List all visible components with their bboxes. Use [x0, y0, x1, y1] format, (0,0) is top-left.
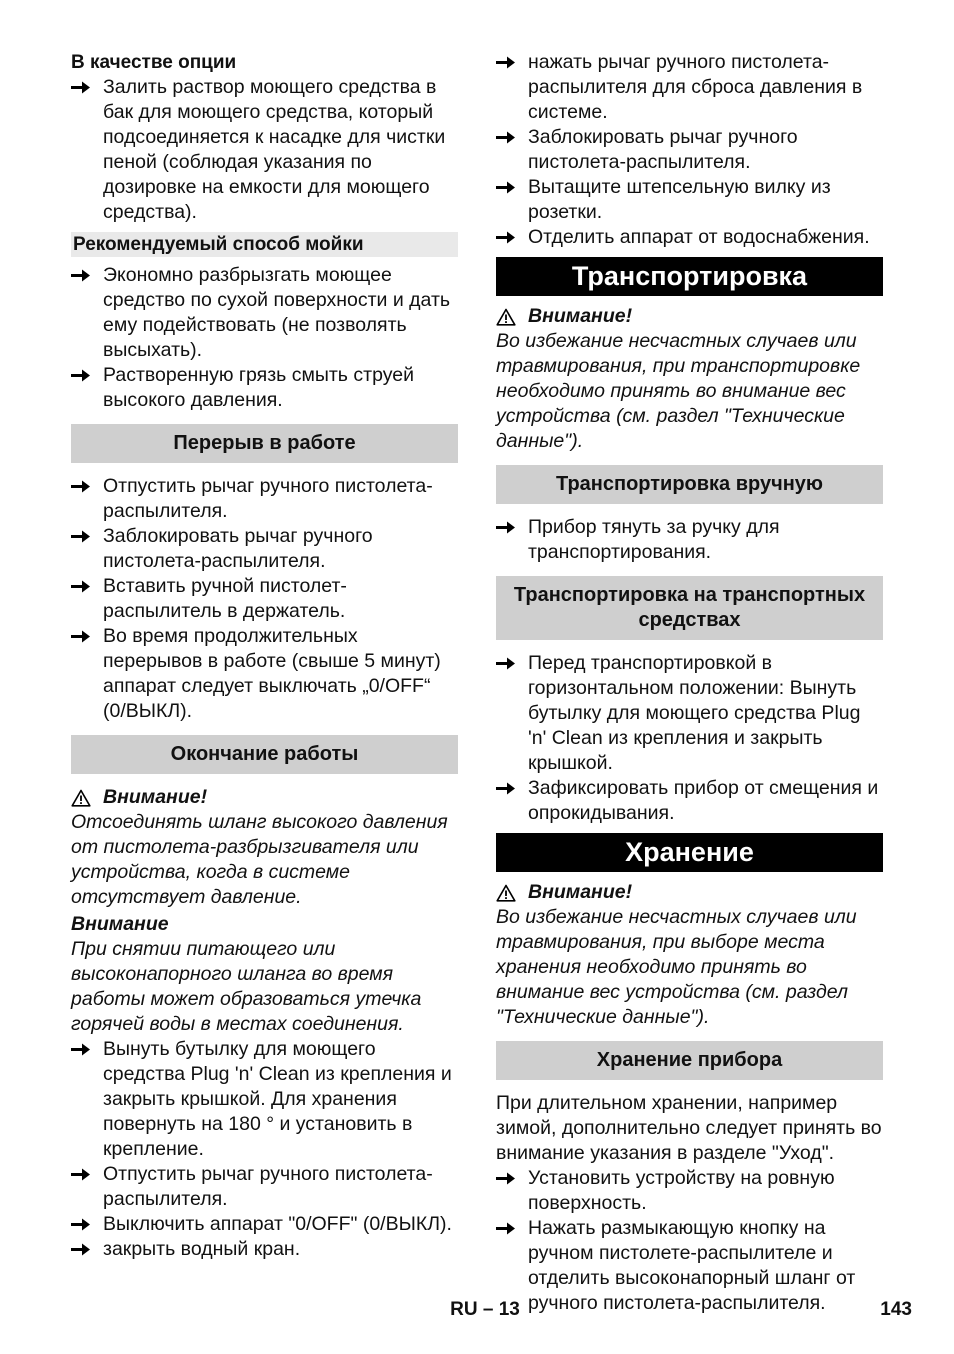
storage-warning-text: Во избежание несчастных случаев или травмирования, при выборе места хранения необходимо принять во внимание вес устройства (см. раздел "Технические данные").: [496, 906, 857, 1028]
arrow-right-icon: [71, 579, 90, 594]
end-warning-label: Внимание!: [71, 785, 458, 810]
arrow-right-icon: [496, 130, 515, 145]
storage-heading: Хранение: [496, 833, 883, 872]
list-item: Залить раствор моющего средства в бак для моющего средства, который подсоединяется к насадке для чистки пеной (соблюдая указания по дозировке на емкости для моющего средства).: [71, 75, 458, 225]
list-item: Зафиксировать прибор от смещения и опрокидывания.: [496, 776, 883, 826]
arrow-right-icon: [496, 1221, 515, 1236]
arrow-right-icon: [496, 656, 515, 671]
left-column: [71, 50, 458, 1262]
arrow-right-icon: [496, 781, 515, 796]
arrow-right-icon: [71, 1042, 90, 1057]
page-number: 143: [880, 1299, 912, 1320]
arrow-right-icon: [496, 1171, 515, 1186]
list-item: Растворенную грязь смыть струей высокого давления.: [71, 363, 458, 413]
arrow-right-icon: [71, 1242, 90, 1257]
end-heading: Окончание работы: [71, 735, 458, 774]
warning-icon: [496, 308, 516, 326]
list-item: Заблокировать рычаг ручного пистолета-распылителя.: [496, 125, 883, 175]
warning-icon: [71, 789, 91, 807]
pause-heading: Перерыв в работе: [71, 424, 458, 463]
end-note-label: Внимание: [71, 913, 169, 935]
list-item: Экономно разбрызгать моющее средство по сухой поверхности и дать ему подействовать (не позволять высыхать).: [71, 263, 458, 363]
warning-icon: [496, 884, 516, 902]
end-warning-text: Отсоединять шланг высокого давления от пистолета-разбрызгивателя или устройства, когда в системе отсутствует давление.: [71, 811, 448, 908]
list-item: Отпустить рычаг ручного пистолета-распылителя.: [71, 1162, 458, 1212]
arrow-right-icon: [71, 368, 90, 383]
arrow-right-icon: [496, 180, 515, 195]
arrow-right-icon: [71, 529, 90, 544]
list-item: Во время продолжительных перерывов в работе (свыше 5 минут) аппарат следует выключать „0/OFF“ (0/ВЫКЛ).: [71, 624, 458, 724]
manual-transport-heading: Транспортировка вручную: [496, 465, 883, 504]
arrow-right-icon: [71, 479, 90, 494]
transport-warning-label: Внимание!: [496, 304, 883, 329]
footer-section-label: RU – 13: [450, 1299, 520, 1320]
device-storage-text: При длительном хранении, например зимой, дополнительно следует принять во внимание указания в разделе "Уход".: [496, 1092, 882, 1164]
transport-warning-text: Во избежание несчастных случаев или травмирования, при транспортировке необходимо принять во внимание вес устройства (см. раздел "Технические данные").: [496, 330, 861, 452]
device-storage-heading: Хранение прибора: [496, 1041, 883, 1080]
storage-warning-label: Внимание!: [496, 880, 883, 905]
list-item: Нажать размыкающую кнопку на ручном пистолете-распылителе и отделить высоконапорный шланг от ручного пистолета-распылителя.: [496, 1216, 883, 1316]
end-note-text: При снятии питающего или высоконапорного шланга во время работы может образоваться утечка горячей воды в местах соединения.: [71, 938, 422, 1035]
arrow-right-icon: [71, 268, 90, 283]
list-item: Вытащите штепсельную вилку из розетки.: [496, 175, 883, 225]
transport-heading: Транспортировка: [496, 257, 883, 296]
list-item: Отпустить рычаг ручного пистолета-распылителя.: [71, 474, 458, 524]
list-item: закрыть водный кран.: [71, 1237, 458, 1262]
arrow-right-icon: [496, 55, 515, 70]
optional-heading: В качестве опции: [71, 52, 237, 73]
list-item: Установить устройству на ровную поверхность.: [496, 1166, 883, 1216]
list-item: Отделить аппарат от водоснабжения.: [496, 225, 883, 250]
arrow-right-icon: [496, 230, 515, 245]
list-item: Прибор тянуть за ручку для транспортирования.: [496, 515, 883, 565]
arrow-right-icon: [71, 629, 90, 644]
list-item: нажать рычаг ручного пистолета-распылителя для сброса давления в системе.: [496, 50, 883, 125]
list-item: Заблокировать рычаг ручного пистолета-распылителя.: [71, 524, 458, 574]
vehicle-transport-heading: Транспортировка на транспортных средствах: [496, 576, 883, 640]
arrow-right-icon: [71, 80, 90, 95]
right-column: [496, 50, 883, 1316]
list-item: Выключить аппарат "0/OFF" (0/ВЫКЛ).: [71, 1212, 458, 1237]
arrow-right-icon: [71, 1217, 90, 1232]
arrow-right-icon: [496, 520, 515, 535]
list-item: Вынуть бутылку для моющего средства Plug 'n' Clean из крепления и закрыть крышкой. Для хранения повернуть на 180 ° и установить в крепление.: [71, 1037, 458, 1162]
arrow-right-icon: [71, 1167, 90, 1182]
list-item: Перед транспортировкой в горизонтальном положении: Вынуть бутылку для моющего средства Plug 'n' Clean из крепления и закрыть крышкой.: [496, 651, 883, 776]
list-item: Вставить ручной пистолет-распылитель в держатель.: [71, 574, 458, 624]
recommended-heading: Рекомендуемый способ мойки: [71, 232, 458, 257]
